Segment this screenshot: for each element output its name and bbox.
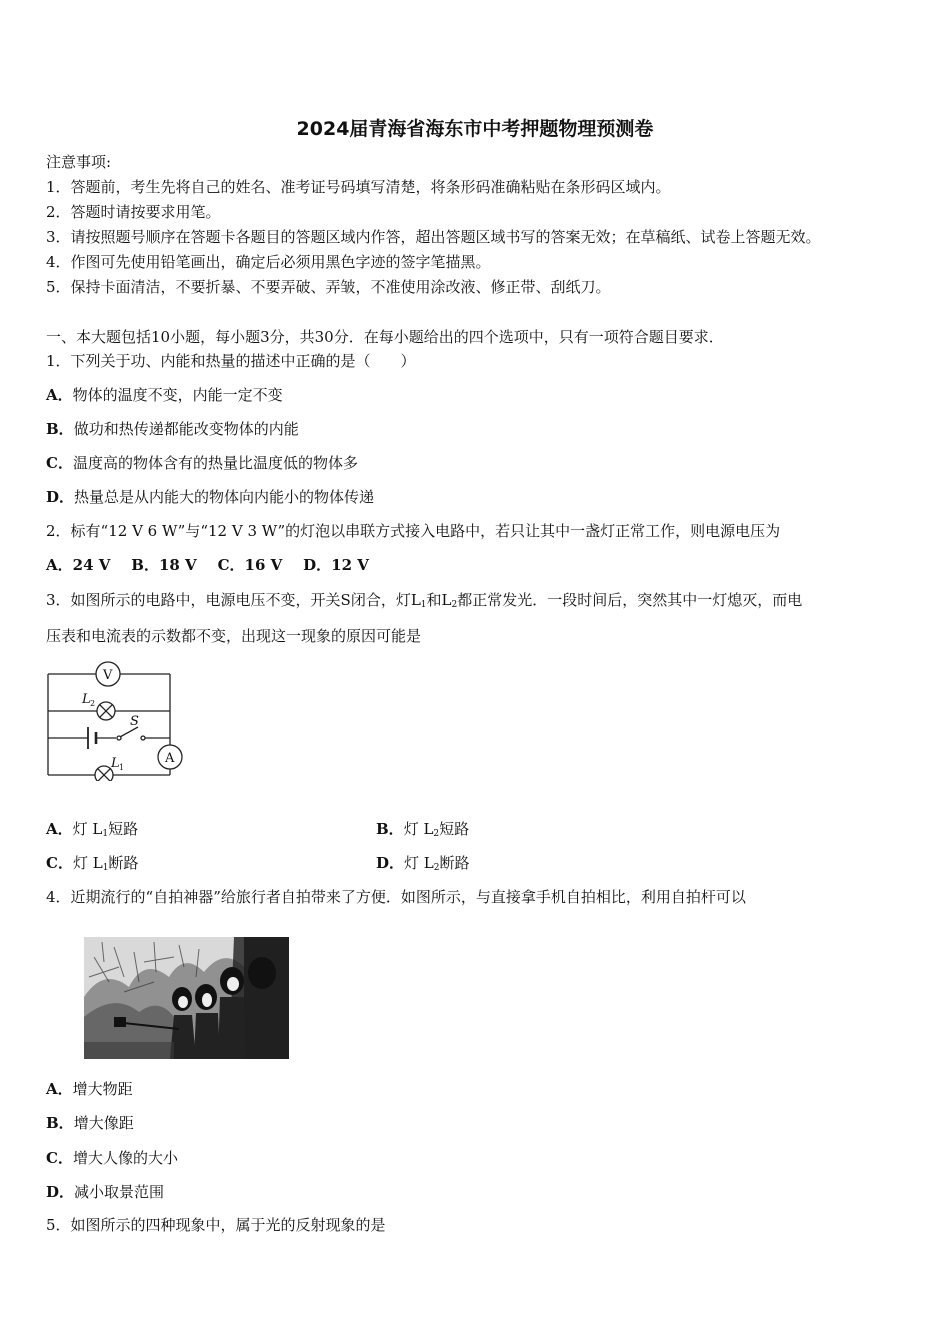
lamp-l2-label: L: [82, 692, 91, 707]
option-key: A．: [46, 386, 73, 404]
option-key: A．: [46, 820, 73, 838]
subscript: 2: [451, 600, 458, 610]
option-text: 短路: [439, 820, 470, 838]
subscript: 1: [420, 600, 427, 610]
option-key: B．: [46, 420, 74, 438]
voltmeter-label: V: [103, 668, 113, 683]
q4-option-b: [46, 1114, 134, 1132]
question-3-stem-line2: 压表和电流表的示数都不变，出现这一现象的原因可能是: [46, 627, 422, 645]
notice-item: 5．保持卡面清洁，不要折暴、不要弄破、弄皱，不准使用涂改液、修正带、刮纸刀。: [46, 278, 611, 296]
question-3-stem-line1: [46, 591, 802, 614]
option-text: 断路: [108, 854, 139, 872]
option-text: 短路: [108, 820, 139, 838]
option-text: 减小取景范围: [74, 1183, 165, 1201]
lamp-l1-subscript: 1: [119, 763, 125, 772]
subscript: 1: [102, 829, 109, 839]
option-text: 灯 L: [72, 854, 103, 872]
lamp-l2-icon: [97, 702, 115, 720]
question-4-stem: 4．近期流行的“自拍神器”给旅行者自拍带来了方便．如图所示，与直接拿手机自拍相比，利用自拍杆可以: [46, 888, 746, 906]
question-5-stem: 5．如图所示的四种现象中，属于光的反射现象的是: [46, 1216, 386, 1234]
stem-part: 都正常发光．一段时间后，突然其中一灯熄灭，而电: [457, 591, 803, 609]
option-text: 灯 L: [72, 820, 103, 838]
q3-option-c: [46, 854, 138, 877]
option-text: 温度高的物体含有的热量比温度低的物体多: [72, 454, 358, 472]
option-text: 增大物距: [72, 1080, 133, 1098]
option-text: 灯 L: [404, 854, 434, 872]
option-key: D．: [376, 854, 405, 872]
notice-item: 4．作图可先使用铅笔画出，确定后必须用黑色字迹的签字笔描黑。: [46, 253, 491, 271]
section-heading: 一、本大题包括10小题，每小题3分，共30分．在每小题给出的四个选项中，只有一项符合题目要求．: [46, 328, 724, 346]
q1-option-d: [46, 488, 374, 506]
q1-option-c: [46, 454, 358, 472]
option-text: 灯 L: [403, 820, 434, 838]
notice-heading: 注意事项:: [46, 153, 112, 171]
option-text: 增大人像的大小: [72, 1149, 178, 1167]
page-title: 2024届青海省海东市中考押题物理预测卷: [296, 118, 654, 140]
option-key: C．: [46, 854, 73, 872]
option-text: 做功和热传递都能改变物体的内能: [73, 420, 299, 438]
q2-options: A．24 V B．18 V C．16 V D．12 V: [46, 556, 369, 574]
lamp-l2-subscript: 2: [90, 699, 96, 708]
q4-option-a: [46, 1080, 133, 1098]
stem-part: 和L: [426, 591, 452, 609]
subscript: 2: [433, 863, 440, 873]
question-1-stem: 1．下列关于功、内能和热量的描述中正确的是（ ）: [46, 352, 416, 370]
option-key: C．: [46, 1149, 73, 1167]
subscript: 1: [102, 863, 109, 873]
option-key: B．: [376, 820, 404, 838]
stem-part: 3．如图所示的电路中，电源电压不变，开关S闭合，灯L: [46, 591, 421, 609]
option-text: 热量总是从内能大的物体向内能小的物体传递: [74, 488, 375, 506]
option-key: D．: [46, 1183, 75, 1201]
ammeter-label: A: [165, 751, 175, 766]
switch-label: S: [130, 714, 139, 729]
subscript: 2: [433, 829, 440, 839]
option-text: 断路: [439, 854, 470, 872]
option-key: D．: [46, 488, 75, 506]
notice-item: 3．请按照题号顺序在答题卡各题目的答题区域内作答，超出答题区域书写的答案无效；在草稿纸、试卷上答题无效。: [46, 228, 821, 246]
q4-option-d: [46, 1183, 164, 1201]
q3-option-a: [46, 820, 138, 843]
option-text: 物体的温度不变，内能一定不变: [72, 386, 283, 404]
selfie-stick-photo: [84, 937, 289, 1059]
q3-option-b: [376, 820, 469, 843]
notice-item: 1．答题前，考生先将自己的姓名、准考证号码填写清楚，将条形码准确粘贴在条形码区域内。: [46, 178, 671, 196]
q1-option-a: [46, 386, 283, 404]
q3-option-d: [376, 854, 470, 877]
option-key: A．: [46, 1080, 73, 1098]
circuit-diagram: [44, 656, 189, 781]
q4-option-c: [46, 1149, 178, 1167]
lamp-l1-label: L: [111, 756, 120, 771]
q1-option-b: [46, 420, 299, 438]
option-key: B．: [46, 1114, 74, 1132]
notice-item: 2．答题时请按要求用笔。: [46, 203, 221, 221]
option-key: C．: [46, 454, 73, 472]
question-2-stem: 2．标有“12 V 6 W”与“12 V 3 W”的灯泡以串联方式接入电路中，若只让其中一盏灯正常工作，则电源电压为: [46, 522, 781, 540]
option-text: 增大像距: [73, 1114, 134, 1132]
battery-icon: [88, 727, 96, 749]
